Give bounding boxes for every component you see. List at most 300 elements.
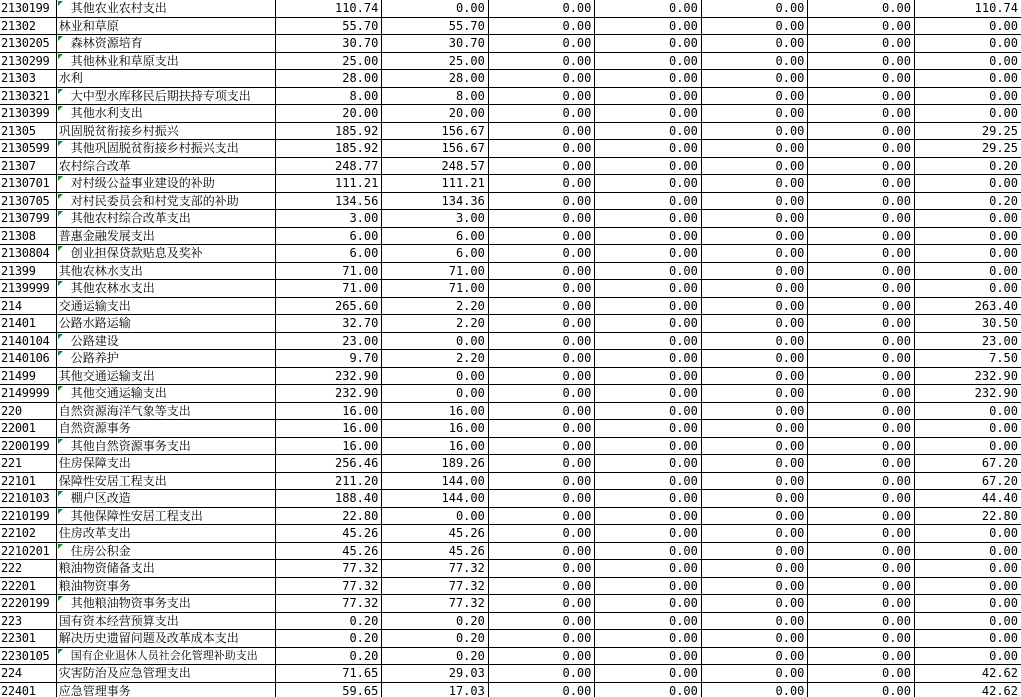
cell-value[interactable]: 0.00 (595, 682, 702, 697)
cell-code[interactable]: 2130599 (0, 140, 56, 158)
cell-value[interactable]: 0.00 (595, 17, 702, 35)
cell-value[interactable]: 0.00 (382, 367, 489, 385)
cell-code[interactable]: 2130199 (0, 0, 56, 17)
cell-value[interactable]: 256.46 (275, 455, 382, 473)
cell-value[interactable]: 0.00 (595, 647, 702, 665)
cell-name[interactable]: 国有资本经营预算支出 (56, 612, 275, 630)
cell-name[interactable]: 对村级公益事业建设的补助 (56, 175, 275, 193)
cell-value[interactable]: 0.00 (701, 647, 808, 665)
cell-value[interactable]: 0.00 (595, 402, 702, 420)
cell-value[interactable]: 0.00 (808, 315, 915, 333)
cell-value[interactable]: 2.20 (382, 315, 489, 333)
cell-value[interactable]: 0.00 (488, 455, 595, 473)
cell-value[interactable]: 0.00 (808, 490, 915, 508)
cell-name[interactable]: 粮油物资储备支出 (56, 560, 275, 578)
cell-value[interactable]: 0.00 (914, 560, 1021, 578)
cell-value[interactable]: 0.00 (595, 595, 702, 613)
cell-value[interactable]: 0.00 (701, 402, 808, 420)
cell-value[interactable]: 0.00 (808, 577, 915, 595)
cell-value[interactable]: 0.00 (595, 105, 702, 123)
cell-name[interactable]: 自然资源海洋气象等支出 (56, 402, 275, 420)
cell-value[interactable]: 0.00 (595, 122, 702, 140)
cell-value[interactable]: 0.00 (914, 210, 1021, 228)
cell-value[interactable]: 0.00 (488, 577, 595, 595)
cell-value[interactable]: 0.00 (701, 0, 808, 17)
cell-value[interactable]: 22.80 (275, 507, 382, 525)
cell-value[interactable]: 0.00 (808, 402, 915, 420)
cell-value[interactable]: 0.00 (808, 385, 915, 403)
cell-value[interactable]: 0.00 (488, 507, 595, 525)
cell-value[interactable]: 0.00 (914, 87, 1021, 105)
cell-value[interactable]: 0.00 (808, 595, 915, 613)
cell-value[interactable]: 144.00 (382, 490, 489, 508)
cell-value[interactable]: 0.00 (914, 577, 1021, 595)
cell-code[interactable]: 220 (0, 402, 56, 420)
cell-value[interactable]: 0.00 (595, 140, 702, 158)
cell-value[interactable]: 2.20 (382, 350, 489, 368)
cell-name[interactable]: 其他农村综合改革支出 (56, 210, 275, 228)
cell-value[interactable]: 0.00 (701, 542, 808, 560)
cell-value[interactable]: 45.26 (275, 525, 382, 543)
cell-value[interactable]: 0.00 (808, 472, 915, 490)
cell-code[interactable]: 2130299 (0, 52, 56, 70)
cell-value[interactable]: 0.00 (595, 35, 702, 53)
cell-value[interactable]: 0.00 (701, 472, 808, 490)
cell-name[interactable]: 自然资源事务 (56, 420, 275, 438)
cell-value[interactable]: 0.00 (595, 157, 702, 175)
cell-value[interactable]: 0.00 (488, 420, 595, 438)
cell-value[interactable]: 0.00 (808, 542, 915, 560)
cell-code[interactable]: 22101 (0, 472, 56, 490)
cell-value[interactable]: 0.00 (808, 70, 915, 88)
cell-name[interactable]: 其他农林水支出 (56, 262, 275, 280)
cell-code[interactable]: 21499 (0, 367, 56, 385)
cell-value[interactable]: 0.00 (488, 367, 595, 385)
cell-value[interactable]: 67.20 (914, 455, 1021, 473)
cell-name[interactable]: 其他保障性安居工程支出 (56, 507, 275, 525)
cell-value[interactable]: 16.00 (382, 437, 489, 455)
cell-code[interactable]: 22401 (0, 682, 56, 697)
cell-value[interactable]: 0.00 (701, 245, 808, 263)
cell-value[interactable]: 55.70 (382, 17, 489, 35)
cell-value[interactable]: 0.20 (382, 630, 489, 648)
cell-value[interactable]: 0.00 (808, 665, 915, 683)
cell-value[interactable]: 0.00 (808, 35, 915, 53)
cell-value[interactable]: 0.00 (808, 420, 915, 438)
cell-value[interactable]: 0.00 (595, 315, 702, 333)
cell-value[interactable]: 0.00 (488, 595, 595, 613)
cell-code[interactable]: 2130321 (0, 87, 56, 105)
cell-value[interactable]: 0.00 (488, 140, 595, 158)
cell-name[interactable]: 创业担保贷款贴息及奖补 (56, 245, 275, 263)
cell-value[interactable]: 248.77 (275, 157, 382, 175)
cell-value[interactable]: 0.00 (595, 280, 702, 298)
cell-value[interactable]: 0.00 (488, 157, 595, 175)
cell-value[interactable]: 0.00 (488, 647, 595, 665)
cell-value[interactable]: 0.00 (595, 87, 702, 105)
cell-value[interactable]: 0.00 (488, 87, 595, 105)
cell-value[interactable]: 0.00 (808, 122, 915, 140)
cell-value[interactable]: 0.00 (595, 192, 702, 210)
cell-value[interactable]: 0.00 (701, 280, 808, 298)
cell-value[interactable]: 30.70 (382, 35, 489, 53)
cell-code[interactable]: 2230105 (0, 647, 56, 665)
cell-value[interactable]: 0.00 (808, 210, 915, 228)
cell-value[interactable]: 0.00 (488, 437, 595, 455)
cell-value[interactable]: 0.00 (488, 17, 595, 35)
cell-value[interactable]: 8.00 (275, 87, 382, 105)
cell-value[interactable]: 0.00 (701, 350, 808, 368)
cell-value[interactable]: 0.00 (914, 262, 1021, 280)
cell-value[interactable]: 0.00 (382, 332, 489, 350)
cell-value[interactable]: 16.00 (275, 437, 382, 455)
cell-value[interactable]: 0.00 (808, 630, 915, 648)
cell-value[interactable]: 0.00 (808, 0, 915, 17)
cell-value[interactable]: 23.00 (914, 332, 1021, 350)
cell-name[interactable]: 应急管理事务 (56, 682, 275, 697)
cell-value[interactable]: 0.00 (808, 682, 915, 697)
cell-value[interactable]: 0.00 (488, 297, 595, 315)
cell-value[interactable]: 0.00 (701, 682, 808, 697)
cell-value[interactable]: 0.00 (808, 175, 915, 193)
cell-value[interactable]: 44.40 (914, 490, 1021, 508)
cell-value[interactable]: 0.00 (808, 612, 915, 630)
cell-value[interactable]: 0.00 (914, 105, 1021, 123)
cell-value[interactable]: 6.00 (382, 227, 489, 245)
cell-value[interactable]: 185.92 (275, 140, 382, 158)
cell-value[interactable]: 42.62 (914, 682, 1021, 697)
cell-value[interactable]: 232.90 (275, 385, 382, 403)
cell-value[interactable]: 29.25 (914, 122, 1021, 140)
cell-value[interactable]: 0.00 (382, 507, 489, 525)
cell-value[interactable]: 77.32 (382, 577, 489, 595)
cell-name[interactable]: 其他水利支出 (56, 105, 275, 123)
cell-code[interactable]: 21305 (0, 122, 56, 140)
cell-value[interactable]: 0.00 (701, 595, 808, 613)
cell-value[interactable]: 0.00 (701, 385, 808, 403)
cell-value[interactable]: 0.00 (701, 630, 808, 648)
cell-value[interactable]: 0.00 (808, 227, 915, 245)
cell-value[interactable]: 0.00 (595, 612, 702, 630)
cell-value[interactable]: 0.00 (488, 192, 595, 210)
cell-value[interactable]: 0.00 (488, 280, 595, 298)
cell-value[interactable]: 0.00 (595, 227, 702, 245)
cell-name[interactable]: 棚户区改造 (56, 490, 275, 508)
cell-value[interactable]: 0.00 (808, 262, 915, 280)
cell-value[interactable]: 134.36 (382, 192, 489, 210)
cell-value[interactable]: 211.20 (275, 472, 382, 490)
cell-value[interactable]: 0.00 (808, 280, 915, 298)
cell-value[interactable]: 0.20 (275, 647, 382, 665)
cell-value[interactable]: 0.00 (914, 227, 1021, 245)
cell-name[interactable]: 公路水路运输 (56, 315, 275, 333)
cell-name[interactable]: 公路养护 (56, 350, 275, 368)
cell-value[interactable]: 0.00 (488, 350, 595, 368)
cell-value[interactable]: 0.00 (595, 0, 702, 17)
cell-value[interactable]: 0.00 (914, 17, 1021, 35)
cell-code[interactable]: 223 (0, 612, 56, 630)
cell-value[interactable]: 110.74 (275, 0, 382, 17)
cell-name[interactable]: 保障性安居工程支出 (56, 472, 275, 490)
cell-code[interactable]: 2149999 (0, 385, 56, 403)
cell-name[interactable]: 其他交通运输支出 (56, 367, 275, 385)
cell-value[interactable]: 59.65 (275, 682, 382, 697)
cell-value[interactable]: 0.00 (595, 577, 702, 595)
cell-value[interactable]: 0.00 (382, 0, 489, 17)
cell-value[interactable]: 0.00 (595, 245, 702, 263)
cell-value[interactable]: 0.00 (914, 525, 1021, 543)
cell-value[interactable]: 0.00 (808, 105, 915, 123)
cell-value[interactable]: 0.00 (914, 595, 1021, 613)
cell-value[interactable]: 0.20 (382, 647, 489, 665)
cell-value[interactable]: 0.00 (701, 367, 808, 385)
cell-value[interactable]: 0.00 (914, 402, 1021, 420)
cell-value[interactable]: 0.00 (808, 455, 915, 473)
cell-value[interactable]: 0.00 (701, 332, 808, 350)
cell-value[interactable]: 0.00 (595, 525, 702, 543)
cell-value[interactable]: 71.00 (382, 280, 489, 298)
cell-value[interactable]: 0.00 (595, 350, 702, 368)
cell-value[interactable]: 0.00 (701, 35, 808, 53)
cell-value[interactable]: 144.00 (382, 472, 489, 490)
cell-value[interactable]: 30.70 (275, 35, 382, 53)
cell-code[interactable]: 2210199 (0, 507, 56, 525)
cell-value[interactable]: 22.80 (914, 507, 1021, 525)
cell-name[interactable]: 普惠金融发展支出 (56, 227, 275, 245)
cell-value[interactable]: 0.20 (914, 192, 1021, 210)
cell-code[interactable]: 214 (0, 297, 56, 315)
cell-value[interactable]: 0.00 (595, 472, 702, 490)
cell-value[interactable]: 45.26 (382, 542, 489, 560)
cell-value[interactable]: 16.00 (382, 420, 489, 438)
cell-code[interactable]: 2210103 (0, 490, 56, 508)
cell-code[interactable]: 2130399 (0, 105, 56, 123)
cell-value[interactable]: 0.00 (914, 630, 1021, 648)
cell-value[interactable]: 0.00 (488, 490, 595, 508)
cell-value[interactable]: 0.00 (701, 140, 808, 158)
cell-value[interactable]: 0.00 (914, 245, 1021, 263)
cell-value[interactable]: 265.60 (275, 297, 382, 315)
cell-code[interactable]: 21307 (0, 157, 56, 175)
cell-value[interactable]: 0.00 (701, 227, 808, 245)
cell-value[interactable]: 111.21 (275, 175, 382, 193)
cell-value[interactable]: 0.00 (701, 297, 808, 315)
cell-value[interactable]: 0.00 (808, 192, 915, 210)
cell-value[interactable]: 0.00 (488, 227, 595, 245)
cell-value[interactable]: 16.00 (382, 402, 489, 420)
cell-value[interactable]: 0.00 (808, 157, 915, 175)
cell-value[interactable]: 0.20 (275, 612, 382, 630)
cell-value[interactable]: 263.40 (914, 297, 1021, 315)
cell-value[interactable]: 0.00 (701, 210, 808, 228)
cell-value[interactable]: 0.00 (595, 542, 702, 560)
cell-value[interactable]: 0.00 (488, 630, 595, 648)
cell-value[interactable]: 0.00 (488, 332, 595, 350)
cell-value[interactable]: 28.00 (382, 70, 489, 88)
cell-name[interactable]: 国有企业退休人员社会化管理补助支出 (56, 647, 275, 665)
cell-value[interactable]: 0.00 (488, 0, 595, 17)
cell-name[interactable]: 其他农林水支出 (56, 280, 275, 298)
cell-value[interactable]: 29.25 (914, 140, 1021, 158)
cell-value[interactable]: 0.00 (595, 52, 702, 70)
cell-value[interactable]: 71.00 (382, 262, 489, 280)
cell-value[interactable]: 0.00 (595, 630, 702, 648)
cell-value[interactable]: 0.00 (595, 175, 702, 193)
cell-value[interactable]: 0.20 (914, 157, 1021, 175)
cell-name[interactable]: 灾害防治及应急管理支出 (56, 665, 275, 683)
cell-value[interactable]: 28.00 (275, 70, 382, 88)
cell-value[interactable]: 232.90 (275, 367, 382, 385)
cell-code[interactable]: 21303 (0, 70, 56, 88)
cell-value[interactable]: 0.00 (914, 647, 1021, 665)
cell-value[interactable]: 0.00 (701, 612, 808, 630)
cell-value[interactable]: 0.00 (488, 315, 595, 333)
cell-value[interactable]: 29.03 (382, 665, 489, 683)
cell-code[interactable]: 221 (0, 455, 56, 473)
cell-value[interactable]: 77.32 (275, 595, 382, 613)
cell-value[interactable]: 0.00 (914, 437, 1021, 455)
cell-value[interactable]: 232.90 (914, 367, 1021, 385)
cell-value[interactable]: 77.32 (275, 577, 382, 595)
cell-value[interactable]: 20.00 (275, 105, 382, 123)
cell-value[interactable]: 156.67 (382, 122, 489, 140)
cell-value[interactable]: 32.70 (275, 315, 382, 333)
cell-name[interactable]: 巩固脱贫衔接乡村振兴 (56, 122, 275, 140)
cell-value[interactable]: 0.00 (595, 297, 702, 315)
cell-code[interactable]: 21302 (0, 17, 56, 35)
cell-name[interactable]: 其他自然资源事务支出 (56, 437, 275, 455)
cell-value[interactable]: 0.00 (701, 437, 808, 455)
cell-code[interactable]: 2130705 (0, 192, 56, 210)
cell-name[interactable]: 住房公积金 (56, 542, 275, 560)
cell-value[interactable]: 71.00 (275, 280, 382, 298)
cell-code[interactable]: 2140104 (0, 332, 56, 350)
cell-value[interactable]: 0.00 (488, 612, 595, 630)
cell-value[interactable]: 0.20 (382, 612, 489, 630)
cell-value[interactable]: 0.00 (595, 560, 702, 578)
cell-code[interactable]: 2220199 (0, 595, 56, 613)
cell-name[interactable]: 公路建设 (56, 332, 275, 350)
cell-value[interactable]: 185.92 (275, 122, 382, 140)
cell-code[interactable]: 2139999 (0, 280, 56, 298)
cell-value[interactable]: 189.26 (382, 455, 489, 473)
cell-name[interactable]: 农村综合改革 (56, 157, 275, 175)
cell-value[interactable]: 45.26 (275, 542, 382, 560)
cell-value[interactable]: 0.00 (701, 105, 808, 123)
cell-value[interactable]: 0.00 (701, 490, 808, 508)
cell-value[interactable]: 0.00 (595, 385, 702, 403)
cell-value[interactable]: 0.00 (382, 385, 489, 403)
cell-name[interactable]: 粮油物资事务 (56, 577, 275, 595)
cell-code[interactable]: 2130804 (0, 245, 56, 263)
cell-value[interactable]: 0.00 (701, 192, 808, 210)
cell-value[interactable]: 45.26 (382, 525, 489, 543)
cell-value[interactable]: 0.00 (701, 455, 808, 473)
cell-value[interactable]: 0.00 (914, 612, 1021, 630)
cell-code[interactable]: 21401 (0, 315, 56, 333)
cell-value[interactable]: 0.00 (701, 560, 808, 578)
cell-value[interactable]: 0.00 (701, 420, 808, 438)
cell-code[interactable]: 2130701 (0, 175, 56, 193)
cell-value[interactable]: 0.00 (701, 315, 808, 333)
cell-value[interactable]: 0.00 (701, 157, 808, 175)
cell-value[interactable]: 0.00 (488, 472, 595, 490)
cell-value[interactable]: 77.32 (382, 595, 489, 613)
cell-value[interactable]: 0.00 (808, 17, 915, 35)
cell-value[interactable]: 23.00 (275, 332, 382, 350)
cell-value[interactable]: 20.00 (382, 105, 489, 123)
cell-code[interactable]: 21399 (0, 262, 56, 280)
cell-value[interactable]: 0.00 (808, 87, 915, 105)
cell-value[interactable]: 0.00 (488, 542, 595, 560)
cell-name[interactable]: 其他巩固脱贫衔接乡村振兴支出 (56, 140, 275, 158)
cell-value[interactable]: 232.90 (914, 385, 1021, 403)
cell-value[interactable]: 0.00 (488, 262, 595, 280)
cell-value[interactable]: 2.20 (382, 297, 489, 315)
cell-value[interactable]: 0.00 (488, 122, 595, 140)
cell-value[interactable]: 248.57 (382, 157, 489, 175)
cell-value[interactable]: 0.00 (595, 455, 702, 473)
cell-value[interactable]: 0.00 (488, 175, 595, 193)
cell-value[interactable]: 9.70 (275, 350, 382, 368)
cell-value[interactable]: 30.50 (914, 315, 1021, 333)
cell-value[interactable]: 0.00 (701, 87, 808, 105)
cell-value[interactable]: 6.00 (275, 227, 382, 245)
cell-value[interactable]: 0.00 (808, 647, 915, 665)
cell-value[interactable]: 0.00 (595, 490, 702, 508)
cell-value[interactable]: 0.00 (488, 682, 595, 697)
cell-value[interactable]: 0.00 (701, 665, 808, 683)
cell-code[interactable]: 22201 (0, 577, 56, 595)
cell-value[interactable]: 0.00 (595, 262, 702, 280)
cell-value[interactable]: 0.00 (488, 525, 595, 543)
cell-value[interactable]: 0.00 (701, 577, 808, 595)
cell-value[interactable]: 0.00 (914, 280, 1021, 298)
cell-value[interactable]: 55.70 (275, 17, 382, 35)
cell-value[interactable]: 16.00 (275, 402, 382, 420)
cell-value[interactable]: 0.20 (275, 630, 382, 648)
cell-value[interactable]: 0.00 (701, 17, 808, 35)
cell-value[interactable]: 0.00 (488, 210, 595, 228)
cell-code[interactable]: 2140106 (0, 350, 56, 368)
cell-value[interactable]: 0.00 (595, 367, 702, 385)
cell-value[interactable]: 134.56 (275, 192, 382, 210)
cell-code[interactable]: 2130799 (0, 210, 56, 228)
cell-name[interactable]: 水利 (56, 70, 275, 88)
cell-value[interactable]: 0.00 (488, 70, 595, 88)
cell-value[interactable]: 0.00 (595, 210, 702, 228)
cell-value[interactable]: 0.00 (595, 70, 702, 88)
cell-value[interactable]: 0.00 (488, 105, 595, 123)
cell-value[interactable]: 71.65 (275, 665, 382, 683)
cell-value[interactable]: 6.00 (275, 245, 382, 263)
cell-code[interactable]: 22001 (0, 420, 56, 438)
cell-name[interactable]: 住房保障支出 (56, 455, 275, 473)
cell-name[interactable]: 其他交通运输支出 (56, 385, 275, 403)
cell-value[interactable]: 0.00 (701, 175, 808, 193)
cell-name[interactable]: 住房改革支出 (56, 525, 275, 543)
cell-name[interactable]: 交通运输支出 (56, 297, 275, 315)
cell-code[interactable]: 224 (0, 665, 56, 683)
cell-name[interactable]: 其他林业和草原支出 (56, 52, 275, 70)
cell-value[interactable]: 0.00 (914, 70, 1021, 88)
cell-value[interactable]: 0.00 (808, 332, 915, 350)
cell-name[interactable]: 林业和草原 (56, 17, 275, 35)
cell-value[interactable]: 0.00 (488, 402, 595, 420)
cell-value[interactable]: 8.00 (382, 87, 489, 105)
cell-value[interactable]: 3.00 (275, 210, 382, 228)
cell-value[interactable]: 0.00 (808, 350, 915, 368)
